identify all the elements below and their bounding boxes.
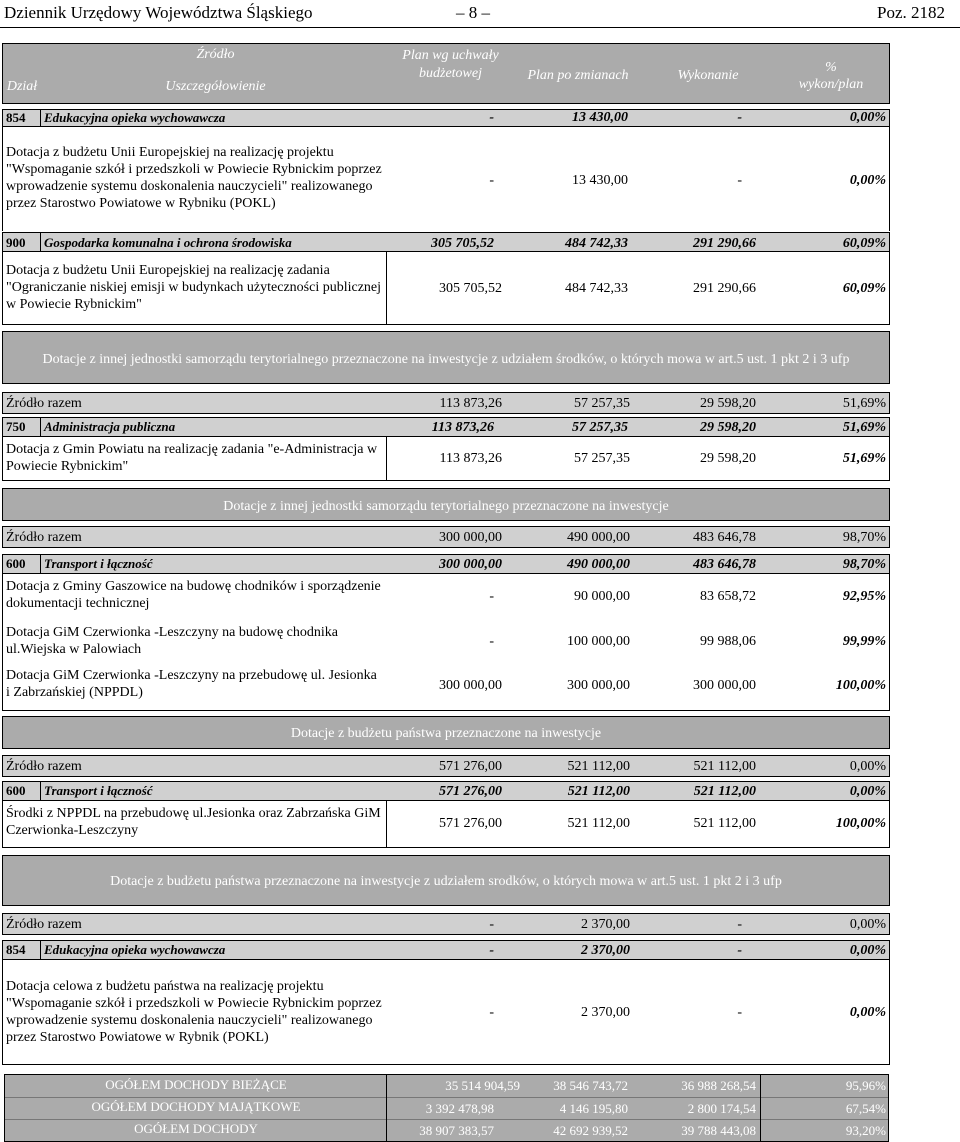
item-text: Dotacja GiM Czerwionka -Leszczyny na budowę chodnika ul.Wiejska w Palowiach	[6, 625, 338, 657]
section-banner	[2, 855, 890, 906]
plan-value: 38 907 383,57	[419, 1123, 494, 1138]
dzial-code: 854	[6, 942, 26, 957]
plan-zm-value: 57 257,35	[572, 420, 628, 435]
pct-value: 93,20%	[845, 1123, 886, 1138]
plan-value: 571 276,00	[439, 784, 502, 799]
plan-zm-value: 521 112,00	[567, 784, 630, 799]
col-wykonanie: Wykonanie	[677, 68, 739, 83]
plan-zm-value: 4 146 195,80	[559, 1101, 628, 1116]
plan-zm-value: 13 430,00	[572, 173, 628, 188]
dzial-name: Edukacyjna opieka wychowawcza	[44, 942, 226, 957]
plan-value: 113 873,26	[439, 451, 502, 466]
dzial-code: 600	[6, 556, 26, 571]
item-text: Dotacja z budżetu Unii Europejskiej na realizację projektu "Wspomaganie szkół i przedszkoli w Powiecie Rybnickim poprzez wprowadzenie systemu doskonalenia nauczycieli" realizowanego przez Starostwo Powiatowe w Rybniku (POKL)	[6, 145, 382, 211]
wyk-value: -	[737, 1005, 742, 1020]
plan-zm-value: 42 692 939,52	[553, 1123, 628, 1138]
section-banner	[2, 716, 890, 749]
wyk-value: 36 988 268,54	[681, 1078, 756, 1093]
plan-value: -	[489, 110, 494, 125]
section-banner	[2, 488, 890, 521]
header-rule	[0, 27, 960, 28]
total-label: Źródło razem	[6, 917, 82, 932]
plan-value: -	[489, 1005, 494, 1020]
plan-value: -	[489, 173, 494, 188]
dzial-name: Transport i łączność	[44, 783, 153, 798]
banner-text: Dotacje z innej jednostki samorządu terytorialnego przeznaczone na inwestycje z udziałem środków, o których mowa w art.5 ust. 1 pkt 2 i 3 ufp	[42, 352, 850, 367]
pct-value: 0,00%	[849, 1005, 886, 1020]
total-label: Źródło razem	[6, 759, 82, 774]
plan-zm-value: 38 546 743,72	[553, 1078, 628, 1093]
total-label: Źródło razem	[6, 530, 82, 545]
pct-value: 0,00%	[849, 917, 886, 932]
dzial-name: Edukacyjna opieka wychowawcza	[44, 110, 226, 125]
col-plan-uchwaly-1: Plan wg uchwały	[402, 48, 499, 63]
section-banner	[2, 331, 890, 384]
column-header	[2, 43, 890, 104]
plan-zm-value: 13 430,00	[572, 110, 628, 125]
wyk-value: 99 988,06	[700, 634, 756, 649]
plan-zm-value: 57 257,35	[574, 396, 630, 411]
dzial-name: Gospodarka komunalna i ochrona środowiska	[44, 235, 292, 250]
col-dzial: Dział	[6, 79, 38, 94]
pct-value: 60,09%	[842, 281, 886, 296]
pct-value: 95,96%	[845, 1078, 886, 1093]
plan-zm-value: 2 370,00	[581, 917, 630, 932]
plan-value: 300 000,00	[439, 678, 502, 693]
item-text: Dotacja GiM Czerwionka -Leszczyny na przebudowę ul. Jesionka i Zabrzańskiej (NPPDL)	[6, 668, 377, 700]
plan-zm-value: 90 000,00	[574, 589, 630, 604]
plan-value: 571 276,00	[439, 816, 502, 831]
pct-value: 51,69%	[842, 396, 886, 411]
pct-value: 51,69%	[842, 451, 886, 466]
item-text: Dotacja z budżetu Unii Europejskiej na realizację zadania "Ograniczanie niskiej emisji w budynkach użyteczności publicznej w Powiecie Rybnickim"	[6, 263, 382, 312]
pct-value: 0,00%	[849, 759, 886, 774]
plan-value: 305 705,52	[439, 281, 502, 296]
pct-value: 0,00%	[849, 110, 886, 125]
wyk-value: -	[737, 110, 742, 125]
page-header-center: – 8 –	[456, 3, 490, 22]
wyk-value: 300 000,00	[693, 678, 756, 693]
total-label: Źródło razem	[6, 396, 82, 411]
wyk-value: -	[737, 943, 742, 958]
col-plan-uchwaly-2: budżetowej	[419, 66, 482, 81]
dzial-code: 600	[6, 783, 26, 798]
plan-value: 35 514 904,59	[445, 1078, 520, 1093]
plan-zm-value: 484 742,33	[565, 281, 628, 296]
plan-value: -	[489, 634, 494, 649]
plan-zm-value: 57 257,35	[574, 451, 630, 466]
plan-value: 305 705,52	[431, 236, 494, 251]
wyk-value: 291 290,66	[693, 281, 756, 296]
plan-value: 571 276,00	[439, 759, 502, 774]
wyk-value: 83 658,72	[700, 589, 756, 604]
total-label: OGÓŁEM DOCHODY BIEŻĄCE	[105, 1077, 287, 1092]
plan-value: 113 873,26	[439, 396, 502, 411]
item-text: Dotacja z Gminy Gaszowice na budowę chodników i sporządzenie dokumentacji technicznej	[6, 579, 381, 611]
pct-value: 98,70%	[842, 530, 886, 545]
plan-zm-value: 490 000,00	[567, 557, 630, 572]
col-plan-po-zmianach: Plan po zmianach	[527, 68, 629, 83]
pct-value: 67,54%	[845, 1101, 886, 1116]
pct-value: 99,99%	[842, 634, 886, 649]
pct-value: 100,00%	[835, 678, 886, 693]
plan-zm-value: 521 112,00	[567, 759, 630, 774]
pct-value: 60,09%	[842, 236, 886, 251]
plan-value: 300 000,00	[439, 530, 502, 545]
pct-value: 92,95%	[842, 589, 886, 604]
banner-text: Dotacje z budżetu państwa przeznaczone na inwestycje	[290, 726, 602, 741]
wyk-value: 29 598,20	[700, 396, 756, 411]
wyk-value: 29 598,20	[700, 451, 756, 466]
wyk-value: 483 646,78	[693, 557, 756, 572]
pct-value: 98,70%	[842, 557, 886, 572]
banner-text: Dotacje z budżetu państwa przeznaczone na inwestycje z udziałem srodków, o których mowa w art.5 ust. 1 pkt 2 i 3 ufp	[110, 874, 782, 889]
dzial-name: Administracja publiczna	[44, 419, 176, 434]
total-label: OGÓŁEM DOCHODY MAJĄTKOWE	[91, 1099, 301, 1114]
banner-text: Dotacje z innej jednostki samorządu terytorialnego przeznaczone na inwestycje	[223, 499, 669, 514]
col-uszczegolowienie: Uszczegółowienie	[165, 79, 266, 94]
plan-zm-value: 521 112,00	[567, 816, 630, 831]
col-zrodlo: Źródło	[196, 47, 235, 62]
col-pct-2: wykon/plan	[798, 77, 864, 92]
dzial-code: 854	[6, 110, 26, 125]
dzial-name: Transport i łączność	[44, 556, 153, 571]
col-pct-1: %	[825, 60, 837, 75]
wyk-value: 291 290,66	[693, 236, 756, 251]
plan-zm-value: 2 370,00	[581, 1005, 630, 1020]
pct-value: 0,00%	[849, 784, 886, 799]
plan-zm-value: 300 000,00	[567, 678, 630, 693]
plan-value: -	[489, 943, 494, 958]
plan-zm-value: 484 742,33	[565, 236, 628, 251]
wyk-value: 521 112,00	[693, 816, 756, 831]
item-text: Dotacja celowa z budżetu państwa na realizację projektu "Wspomaganie szkół i przedszkoli w Powiecie Rybnickim poprzez wprowadzenie systemu doskonalenia nauczycieli" realizowanego przez Starostwo Powiatowe w Rybnik (POKL)	[6, 979, 382, 1045]
wyk-value: 29 598,20	[700, 420, 756, 435]
wyk-value: 483 646,78	[693, 530, 756, 545]
plan-value: 3 392 478,98	[425, 1101, 494, 1116]
wyk-value: 39 788 443,08	[681, 1123, 756, 1138]
plan-zm-value: 490 000,00	[567, 530, 630, 545]
pct-value: 0,00%	[849, 173, 886, 188]
plan-zm-value: 100 000,00	[567, 634, 630, 649]
pct-value: 0,00%	[849, 943, 886, 958]
wyk-value: 521 112,00	[693, 759, 756, 774]
plan-value: 300 000,00	[439, 557, 502, 572]
total-label: OGÓŁEM DOCHODY	[134, 1121, 258, 1136]
page-header-left: Dziennik Urzędowy Województwa Śląskiego	[4, 3, 313, 22]
dzial-code: 750	[6, 419, 26, 434]
item-text: Środki z NPPDL na przebudowę ul.Jesionka oraz Zabrzańska GiM Czerwionka-Leszczyny	[6, 806, 381, 838]
wyk-value: -	[737, 173, 742, 188]
plan-value: -	[489, 589, 494, 604]
item-text: Dotacja z Gmin Powiatu na realizację zadania "e-Administracja w Powiecie Rybnickim"	[6, 442, 378, 474]
plan-value: -	[489, 917, 494, 932]
wyk-value: -	[737, 917, 742, 932]
pct-value: 51,69%	[842, 420, 886, 435]
plan-value: 113 873,26	[431, 420, 494, 435]
page-header-right: Poz. 2182	[877, 3, 945, 22]
plan-zm-value: 2 370,00	[581, 943, 630, 958]
pct-value: 100,00%	[835, 816, 886, 831]
wyk-value: 2 800 174,54	[687, 1101, 756, 1116]
wyk-value: 521 112,00	[693, 784, 756, 799]
dzial-code: 900	[6, 235, 26, 250]
